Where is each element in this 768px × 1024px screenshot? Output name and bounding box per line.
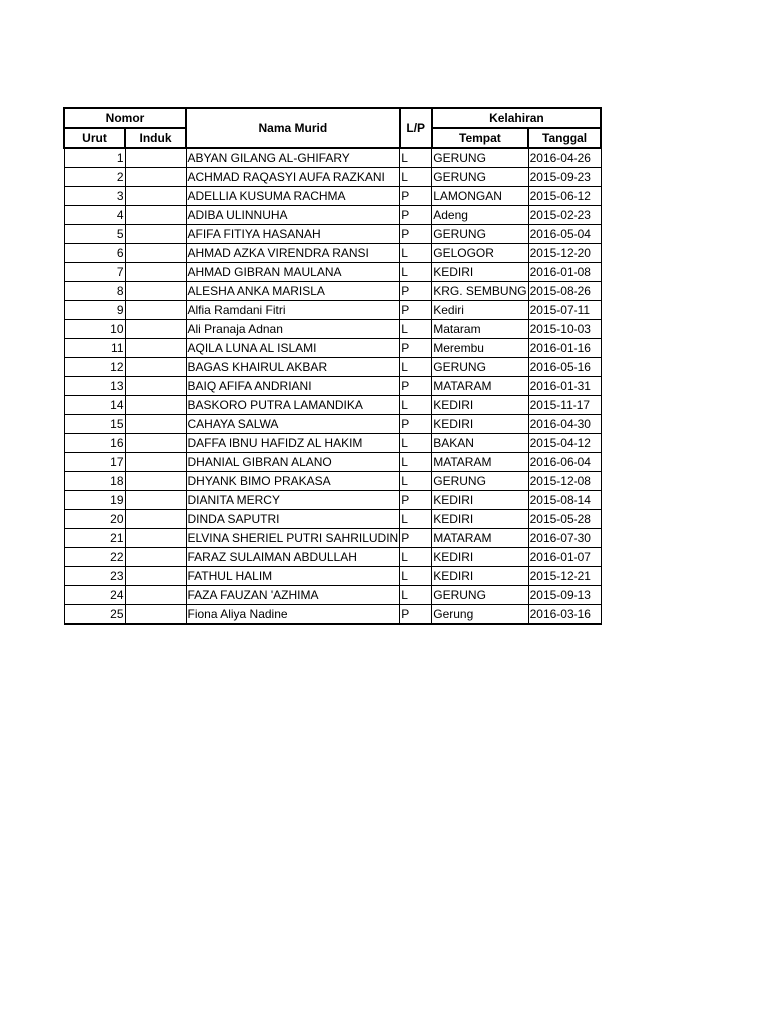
cell-tempat[interactable]: KEDIRI [432,491,528,510]
cell-induk[interactable] [125,244,186,263]
table-row[interactable] [64,586,601,605]
table-row[interactable] [64,377,601,396]
cell-induk[interactable] [125,396,186,415]
cell-tanggal[interactable]: 2016-01-07 [528,548,601,567]
cell-tanggal[interactable]: 2016-05-04 [528,225,601,244]
cell-tempat[interactable]: MATARAM [432,377,528,396]
cell-urut[interactable]: 2 [64,168,125,187]
cell-nama[interactable]: ALESHA ANKA MARISLA [186,282,400,301]
cell-nama[interactable]: ADIBA ULINNUHA [186,206,400,225]
cell-induk[interactable] [125,263,186,282]
cell-tanggal[interactable]: 2015-12-20 [528,244,601,263]
cell-tempat[interactable]: KEDIRI [432,263,528,282]
table-row[interactable] [64,225,601,244]
cell-induk[interactable] [125,605,186,625]
cell-urut[interactable]: 21 [64,529,125,548]
cell-nama[interactable]: CAHAYA SALWA [186,415,400,434]
cell-nama[interactable]: DAFFA IBNU HAFIDZ AL HAKIM [186,434,400,453]
header-lp: L/P [400,108,432,148]
cell-nama[interactable]: AQILA LUNA AL ISLAMI [186,339,400,358]
cell-induk[interactable] [125,187,186,206]
cell-nama[interactable]: BAIQ AFIFA ANDRIANI [186,377,400,396]
header-nomor: Nomor [64,108,186,128]
cell-urut[interactable]: 17 [64,453,125,472]
cell-induk[interactable] [125,206,186,225]
student-table [63,107,602,625]
cell-nama[interactable]: AHMAD AZKA VIRENDRA RANSI [186,244,400,263]
cell-urut[interactable]: 16 [64,434,125,453]
cell-tempat[interactable]: Kediri [432,301,528,320]
cell-nama[interactable]: DHYANK BIMO PRAKASA [186,472,400,491]
cell-tanggal[interactable]: 2015-09-13 [528,586,601,605]
cell-lp[interactable]: P [400,377,432,396]
table-row[interactable] [64,282,601,301]
cell-lp[interactable]: P [400,415,432,434]
header-urut: Urut [64,128,125,148]
cell-tempat[interactable]: GERUNG [432,472,528,491]
cell-lp[interactable]: L [400,472,432,491]
cell-induk[interactable] [125,168,186,187]
cell-urut[interactable]: 8 [64,282,125,301]
cell-tempat[interactable]: GERUNG [432,358,528,377]
cell-lp[interactable]: L [400,244,432,263]
cell-nama[interactable]: AHMAD GIBRAN MAULANA [186,263,400,282]
table-row[interactable] [64,301,601,320]
cell-urut[interactable]: 3 [64,187,125,206]
table-row[interactable] [64,148,601,168]
cell-urut[interactable]: 15 [64,415,125,434]
cell-urut[interactable]: 24 [64,586,125,605]
cell-tempat[interactable]: GERUNG [432,168,528,187]
cell-lp[interactable]: L [400,586,432,605]
cell-tanggal[interactable]: 2015-05-28 [528,510,601,529]
cell-urut[interactable]: 23 [64,567,125,586]
cell-tempat[interactable]: KEDIRI [432,548,528,567]
cell-tanggal[interactable]: 2015-12-21 [528,567,601,586]
cell-lp[interactable]: P [400,301,432,320]
cell-lp[interactable]: P [400,605,432,625]
cell-urut[interactable]: 22 [64,548,125,567]
cell-tempat[interactable]: KEDIRI [432,567,528,586]
cell-urut[interactable]: 25 [64,605,125,625]
cell-lp[interactable]: L [400,263,432,282]
table-row[interactable] [64,453,601,472]
cell-nama[interactable]: FARAZ SULAIMAN ABDULLAH [186,548,400,567]
cell-tempat[interactable]: Merembu [432,339,528,358]
table-row[interactable] [64,320,601,339]
cell-tanggal[interactable]: 2016-01-31 [528,377,601,396]
table-row[interactable] [64,168,601,187]
cell-lp[interactable]: P [400,225,432,244]
cell-lp[interactable]: L [400,548,432,567]
table-row[interactable] [64,396,601,415]
cell-lp[interactable]: P [400,206,432,225]
cell-tanggal[interactable]: 2015-04-12 [528,434,601,453]
cell-nama[interactable]: DINDA SAPUTRI [186,510,400,529]
cell-induk[interactable] [125,491,186,510]
cell-urut[interactable]: 13 [64,377,125,396]
header-tempat: Tempat [432,128,528,148]
table-row[interactable] [64,529,601,548]
cell-induk[interactable] [125,510,186,529]
cell-tanggal[interactable]: 2015-11-17 [528,396,601,415]
cell-urut[interactable]: 20 [64,510,125,529]
cell-tempat[interactable]: GERUNG [432,225,528,244]
table-row[interactable] [64,491,601,510]
cell-tempat[interactable]: GERUNG [432,148,528,168]
cell-induk[interactable] [125,548,186,567]
cell-tempat[interactable]: Gerung [432,605,528,625]
table-row[interactable] [64,415,601,434]
header-kelahiran: Kelahiran [432,108,601,128]
cell-tanggal[interactable]: 2015-02-23 [528,206,601,225]
cell-lp[interactable]: P [400,187,432,206]
cell-induk[interactable] [125,434,186,453]
cell-tanggal[interactable]: 2015-08-14 [528,491,601,510]
cell-nama[interactable]: ELVINA SHERIEL PUTRI SAHRILUDIN [186,529,400,548]
cell-tanggal[interactable]: 2015-08-26 [528,282,601,301]
cell-tempat[interactable]: KEDIRI [432,510,528,529]
cell-nama[interactable]: FATHUL HALIM [186,567,400,586]
cell-nama[interactable]: ABYAN GILANG AL-GHIFARY [186,148,400,168]
cell-tempat[interactable]: KEDIRI [432,415,528,434]
cell-lp[interactable]: P [400,491,432,510]
cell-lp[interactable]: P [400,339,432,358]
cell-lp[interactable]: L [400,358,432,377]
cell-urut[interactable]: 11 [64,339,125,358]
cell-induk[interactable] [125,586,186,605]
cell-urut[interactable]: 10 [64,320,125,339]
header-tanggal: Tanggal [528,128,601,148]
cell-tanggal[interactable]: 2015-10-03 [528,320,601,339]
cell-nama[interactable]: Ali Pranaja Adnan [186,320,400,339]
cell-tempat[interactable]: Mataram [432,320,528,339]
cell-nama[interactable]: Alfia Ramdani Fitri [186,301,400,320]
cell-lp[interactable]: P [400,282,432,301]
header-nama-murid: Nama Murid [186,108,400,148]
cell-induk[interactable] [125,358,186,377]
cell-tanggal[interactable]: 2015-09-23 [528,168,601,187]
table-row[interactable] [64,206,601,225]
cell-lp[interactable]: L [400,168,432,187]
table-row[interactable] [64,548,601,567]
cell-urut[interactable]: 9 [64,301,125,320]
cell-tempat[interactable]: LAMONGAN [432,187,528,206]
cell-induk[interactable] [125,320,186,339]
cell-induk[interactable] [125,567,186,586]
cell-nama[interactable]: BAGAS KHAIRUL AKBAR [186,358,400,377]
cell-urut[interactable]: 14 [64,396,125,415]
table-row[interactable] [64,510,601,529]
cell-urut[interactable]: 6 [64,244,125,263]
cell-urut[interactable]: 4 [64,206,125,225]
table-row[interactable] [64,358,601,377]
cell-urut[interactable]: 7 [64,263,125,282]
cell-induk[interactable] [125,225,186,244]
cell-urut[interactable]: 18 [64,472,125,491]
cell-tanggal[interactable]: 2015-07-11 [528,301,601,320]
table-row[interactable] [64,605,601,625]
cell-tanggal[interactable]: 2016-01-08 [528,263,601,282]
cell-lp[interactable]: L [400,148,432,168]
cell-tempat[interactable]: MATARAM [432,529,528,548]
cell-tanggal[interactable]: 2016-04-30 [528,415,601,434]
cell-lp[interactable]: L [400,396,432,415]
header-induk: Induk [125,128,186,148]
cell-tempat[interactable]: GERUNG [432,586,528,605]
cell-induk[interactable] [125,453,186,472]
cell-tempat[interactable]: KRG. SEMBUNG [432,282,528,301]
table-row[interactable] [64,567,601,586]
cell-urut[interactable]: 12 [64,358,125,377]
cell-induk[interactable] [125,472,186,491]
table-row[interactable] [64,244,601,263]
cell-tanggal[interactable]: 2016-07-30 [528,529,601,548]
cell-lp[interactable]: L [400,510,432,529]
cell-tanggal[interactable]: 2016-01-16 [528,339,601,358]
cell-nama[interactable]: BASKORO PUTRA LAMANDIKA [186,396,400,415]
table-body [64,148,601,624]
cell-urut[interactable]: 19 [64,491,125,510]
cell-tanggal[interactable]: 2016-06-04 [528,453,601,472]
table-row[interactable] [64,434,601,453]
cell-urut[interactable]: 1 [64,148,125,168]
cell-tempat[interactable]: BAKAN [432,434,528,453]
table-row[interactable] [64,339,601,358]
cell-tempat[interactable]: Adeng [432,206,528,225]
cell-tanggal[interactable]: 2015-06-12 [528,187,601,206]
cell-tanggal[interactable]: 2016-04-26 [528,148,601,168]
cell-lp[interactable]: L [400,453,432,472]
table-row[interactable] [64,472,601,491]
cell-nama[interactable]: DIANITA MERCY [186,491,400,510]
cell-induk[interactable] [125,377,186,396]
cell-induk[interactable] [125,529,186,548]
cell-nama[interactable]: FAZA FAUZAN 'AZHIMA [186,586,400,605]
cell-induk[interactable] [125,282,186,301]
cell-tanggal[interactable]: 2016-05-16 [528,358,601,377]
cell-nama[interactable]: Fiona Aliya Nadine [186,605,400,625]
table-row[interactable] [64,187,601,206]
cell-nama[interactable]: ADELLIA KUSUMA RACHMA [186,187,400,206]
cell-lp[interactable]: P [400,529,432,548]
cell-induk[interactable] [125,148,186,168]
cell-induk[interactable] [125,301,186,320]
cell-tanggal[interactable]: 2016-03-16 [528,605,601,625]
cell-induk[interactable] [125,415,186,434]
cell-nama[interactable]: AFIFA FITIYA HASANAH [186,225,400,244]
cell-lp[interactable]: L [400,567,432,586]
cell-urut[interactable]: 5 [64,225,125,244]
cell-nama[interactable]: DHANIAL GIBRAN ALANO [186,453,400,472]
cell-tanggal[interactable]: 2015-12-08 [528,472,601,491]
cell-induk[interactable] [125,339,186,358]
cell-tempat[interactable]: MATARAM [432,453,528,472]
cell-tempat[interactable]: KEDIRI [432,396,528,415]
cell-nama[interactable]: ACHMAD RAQASYI AUFA RAZKANI [186,168,400,187]
cell-tempat[interactable]: GELOGOR [432,244,528,263]
table-row[interactable] [64,263,601,282]
cell-lp[interactable]: L [400,320,432,339]
cell-lp[interactable]: L [400,434,432,453]
